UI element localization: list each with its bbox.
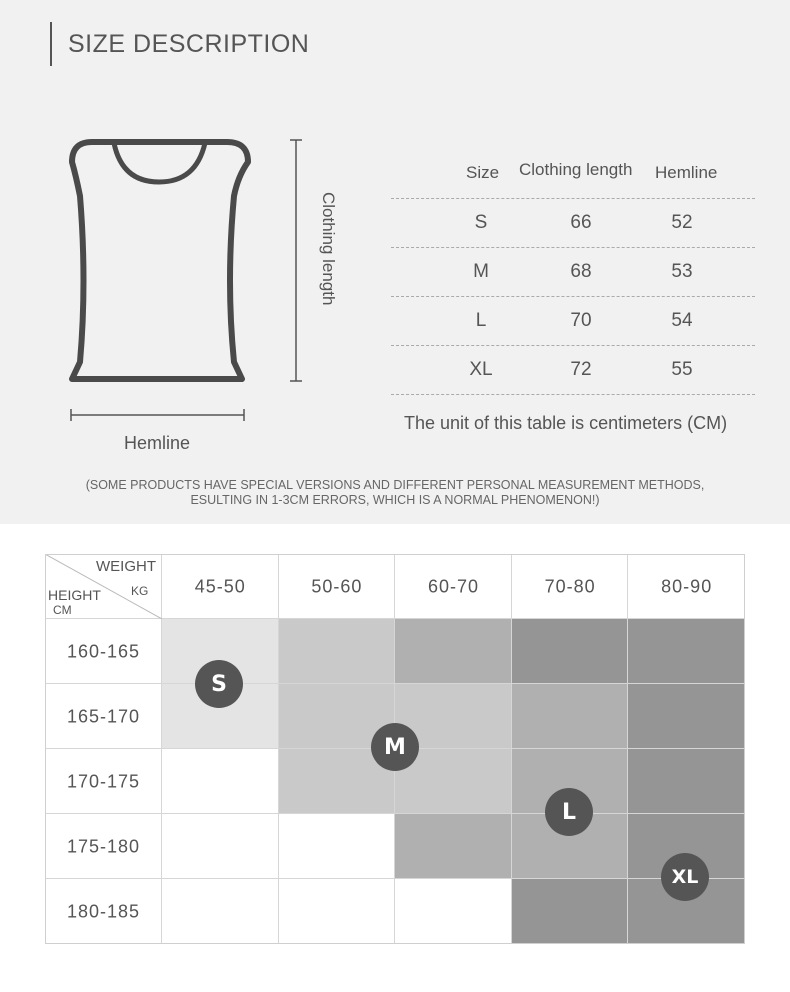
garment-outline: [72, 142, 248, 379]
row-size: M: [473, 261, 489, 282]
corner-weight-label: WEIGHT: [96, 558, 156, 575]
title-accent-bar: [50, 22, 52, 66]
size-badge-l: L: [545, 788, 593, 836]
corner-height-label: HEIGHT: [48, 587, 101, 603]
row-size: S: [474, 212, 488, 233]
weight-range-label: 45-50: [194, 576, 246, 596]
height-range-label: 165-170: [66, 706, 141, 726]
size-badge-s: S: [195, 660, 243, 708]
size-zone-cell: [628, 619, 745, 684]
column-header-hemline: Hemline: [655, 163, 718, 182]
size-zone-cell: [162, 749, 279, 814]
size-measurement-table: [391, 150, 755, 395]
row-hemline: 53: [671, 261, 693, 282]
size-badge-xl: XL: [661, 853, 709, 901]
size-zone-cell: [162, 879, 279, 944]
height-range-label: 170-175: [66, 771, 141, 791]
row-clothing-length: 72: [570, 359, 592, 380]
size-zone-cell: [395, 879, 512, 944]
height-header-cell: [45, 684, 162, 749]
corner-cm-label: CM: [53, 603, 72, 617]
tank-top-diagram: [62, 132, 322, 432]
clothing-length-label: Clothing length: [319, 192, 338, 306]
size-zone-cell: [279, 619, 396, 684]
height-header-cell: [45, 749, 162, 814]
weight-header-cell: [395, 554, 512, 619]
size-table-row: [391, 199, 755, 248]
row-size: L: [475, 310, 487, 331]
unit-note: The unit of this table is centimeters (CM): [404, 413, 728, 433]
row-clothing-length: 66: [570, 212, 592, 233]
size-zone-cell: [628, 684, 745, 749]
disclaimer-line-2: ESULTING IN 1-3CM ERRORS, WHICH IS A NORMAL PHENOMENON!): [190, 493, 600, 507]
column-header-size: Size: [466, 163, 500, 182]
disclaimer-line-1: (SOME PRODUCTS HAVE SPECIAL VERSIONS AND DIFFERENT PERSONAL MEASUREMENT METHODS,: [85, 478, 705, 492]
weight-range-label: 60-70: [427, 576, 480, 596]
height-range-label: 160-165: [66, 641, 141, 661]
size-zone-cell: [279, 879, 396, 944]
weight-header-cell: [628, 554, 745, 619]
size-zone-cell: [512, 619, 629, 684]
size-zone-cell: [395, 814, 512, 879]
height-header-cell: [45, 814, 162, 879]
row-hemline: 52: [671, 212, 693, 233]
corner-kg-label: KG: [131, 584, 149, 598]
weight-range-label: 70-80: [544, 576, 596, 596]
corner-cell: [45, 554, 162, 619]
size-table-row: [391, 346, 755, 395]
size-zone-cell: [162, 814, 279, 879]
height-range-label: 180-185: [66, 901, 141, 921]
size-table-row: [391, 248, 755, 297]
measurement-disclaimer: [0, 478, 790, 508]
row-size: XL: [469, 359, 493, 380]
row-hemline: 55: [671, 359, 693, 380]
weight-header-cell: [512, 554, 629, 619]
height-header-cell: [45, 619, 162, 684]
size-zone-cell: [628, 749, 745, 814]
garment-neckline: [114, 143, 205, 182]
size-zone-cell: [512, 684, 629, 749]
size-zone-cell: [512, 879, 629, 944]
row-clothing-length: 68: [570, 261, 592, 282]
size-zone-cell: [279, 814, 396, 879]
height-header-cell: [45, 879, 162, 944]
row-clothing-length: 70: [570, 310, 592, 331]
row-hemline: 54: [671, 310, 693, 331]
size-zone-cell: [395, 619, 512, 684]
page-title: SIZE DESCRIPTION: [68, 30, 310, 58]
weight-header-cell: [162, 554, 279, 619]
hemline-label: Hemline: [124, 433, 191, 453]
weight-header-cell: [279, 554, 396, 619]
weight-range-label: 80-90: [661, 576, 713, 596]
column-header-clothing-length: Clothing length: [519, 160, 633, 179]
weight-range-label: 50-60: [311, 576, 363, 596]
size-table-header: [391, 150, 755, 199]
height-range-label: 175-180: [66, 836, 141, 856]
size-table-row: [391, 297, 755, 346]
height-weight-size-chart: [45, 554, 745, 944]
size-badge-m: M: [371, 723, 419, 771]
